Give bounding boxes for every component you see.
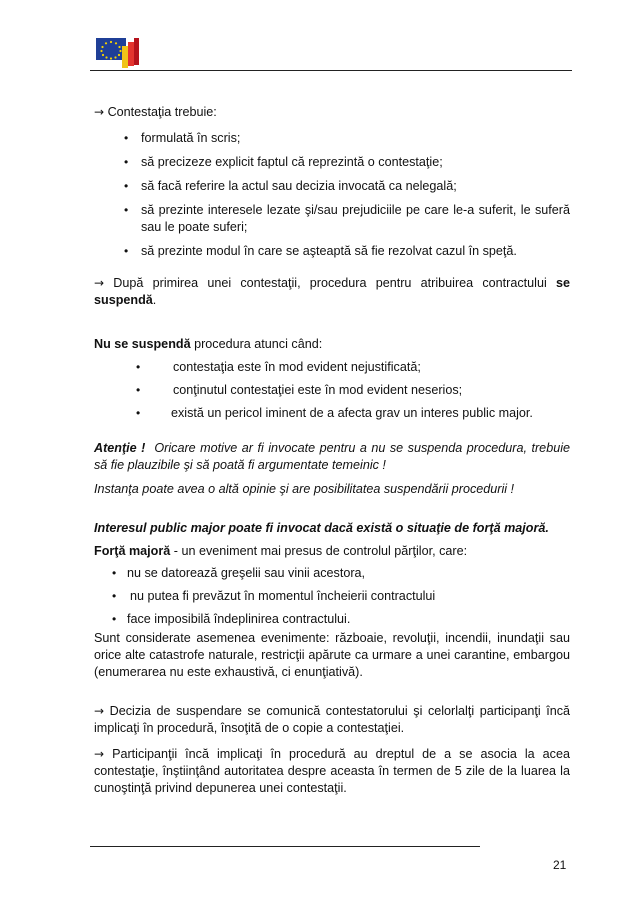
suspendare-end: .	[152, 293, 157, 307]
bullet-icon: •	[124, 203, 129, 217]
suspendare-text: După primirea unei contestaţii, procedura pentru atribuirea contractului	[113, 276, 547, 290]
decizia-text: Decizia de suspendare se comunică contestatorului şi celorlalţi participanţi încă implicaţi în procedură, însoţită de o copie a contestaţiei.	[94, 704, 570, 735]
nu-se-suspenda-bold: Nu se suspendă	[94, 337, 191, 351]
bullet-icon: •	[136, 383, 141, 397]
interes-public-heading: Interesul public major poate fi invocat dacă există o situaţie de forţă majoră.	[94, 521, 549, 535]
bullet-icon: •	[124, 131, 129, 145]
decizia-paragraph	[94, 703, 570, 737]
evenimente-paragraph: Sunt considerate asemenea evenimente: războaie, revoluţii, incendii, inundaţii sau orice alte catastrofe naturale, restricţii apărute ca urmare a unei carantine, embargou (enumerarea nu este exhaustivă, ci enunţiativă).	[94, 631, 570, 679]
contestatie-title: Contestaţia trebuie:	[107, 105, 217, 119]
list-item: există un pericol iminent de a afecta grav un interes public major.	[171, 406, 533, 420]
list-item: să prezinte interesele lezate şi/sau prejudiciile pe care le-a suferit, le suferă sau le poate suferi;	[141, 203, 570, 234]
bullet-icon: •	[124, 244, 129, 258]
list-item: conţinutul contestaţiei este în mod evident neserios;	[173, 383, 463, 397]
eu-romania-flag-logo	[96, 38, 140, 68]
contestatie-intro	[94, 104, 570, 121]
footer-rule	[90, 846, 480, 847]
atentie-paragraph	[94, 440, 570, 474]
list-item: contestaţia este în mod evident nejustificată;	[173, 360, 421, 374]
forta-majora-bold: Forţă majoră	[94, 544, 171, 558]
bullet-icon: •	[112, 566, 117, 580]
list-item: nu putea fi prevăzut în momentul încheierii contractului	[130, 589, 436, 603]
nu-se-suspenda-rest: procedura atunci când:	[190, 337, 323, 351]
bullet-icon: •	[112, 589, 117, 603]
participanti-text: Participanţii încă implicaţi în procedură au dreptul de a se asocia la acea contestaţie, înştiinţând autoritatea despre aceasta în termen de 5 zile de la luarea la cunoştinţă privind depunerea unei contestaţii.	[94, 747, 570, 795]
bullet-icon: •	[136, 406, 141, 420]
page-number: 21	[553, 858, 567, 872]
list-item: face imposibilă îndeplinirea contractului.	[127, 612, 351, 626]
nu-se-suspenda-intro	[94, 336, 570, 353]
atentie-text: Oricare motive ar fi invocate pentru a nu se suspenda procedura, trebuie să fie plauzibile şi să poată fi argumentate temeinic !	[94, 441, 570, 472]
forta-majora-rest: - un eveniment mai presus de controlul părţilor, care:	[170, 544, 468, 558]
bullet-icon: •	[112, 612, 117, 626]
arrow-icon: →	[94, 747, 105, 761]
arrow-icon: →	[94, 105, 105, 119]
list-item: să prezinte modul în care se aşteaptă să fie rezolvat cazul în speţă.	[141, 244, 517, 258]
suspendare-bold: se suspendă	[94, 276, 571, 307]
bullet-icon: •	[136, 360, 141, 374]
header-rule	[90, 70, 572, 71]
participanti-paragraph	[94, 746, 570, 797]
instanta-note: Instanţa poate avea o altă opinie şi are posibilitatea suspendării procedurii !	[94, 482, 515, 496]
forta-majora-definition	[94, 543, 570, 560]
atentie-label: Atenţie !	[94, 441, 146, 455]
bullet-icon: •	[124, 155, 129, 169]
arrow-icon: →	[94, 704, 105, 718]
list-item: să precizeze explicit faptul că reprezintă o contestaţie;	[141, 155, 443, 169]
bullet-icon: •	[124, 179, 129, 193]
list-item: nu se datorează greşelii sau vinii acestora,	[127, 566, 366, 580]
list-item: să facă referire la actul sau decizia invocată ca nelegală;	[141, 179, 457, 193]
arrow-icon: →	[94, 276, 105, 290]
suspendare-paragraph	[94, 275, 570, 309]
list-item: formulată în scris;	[141, 131, 241, 145]
